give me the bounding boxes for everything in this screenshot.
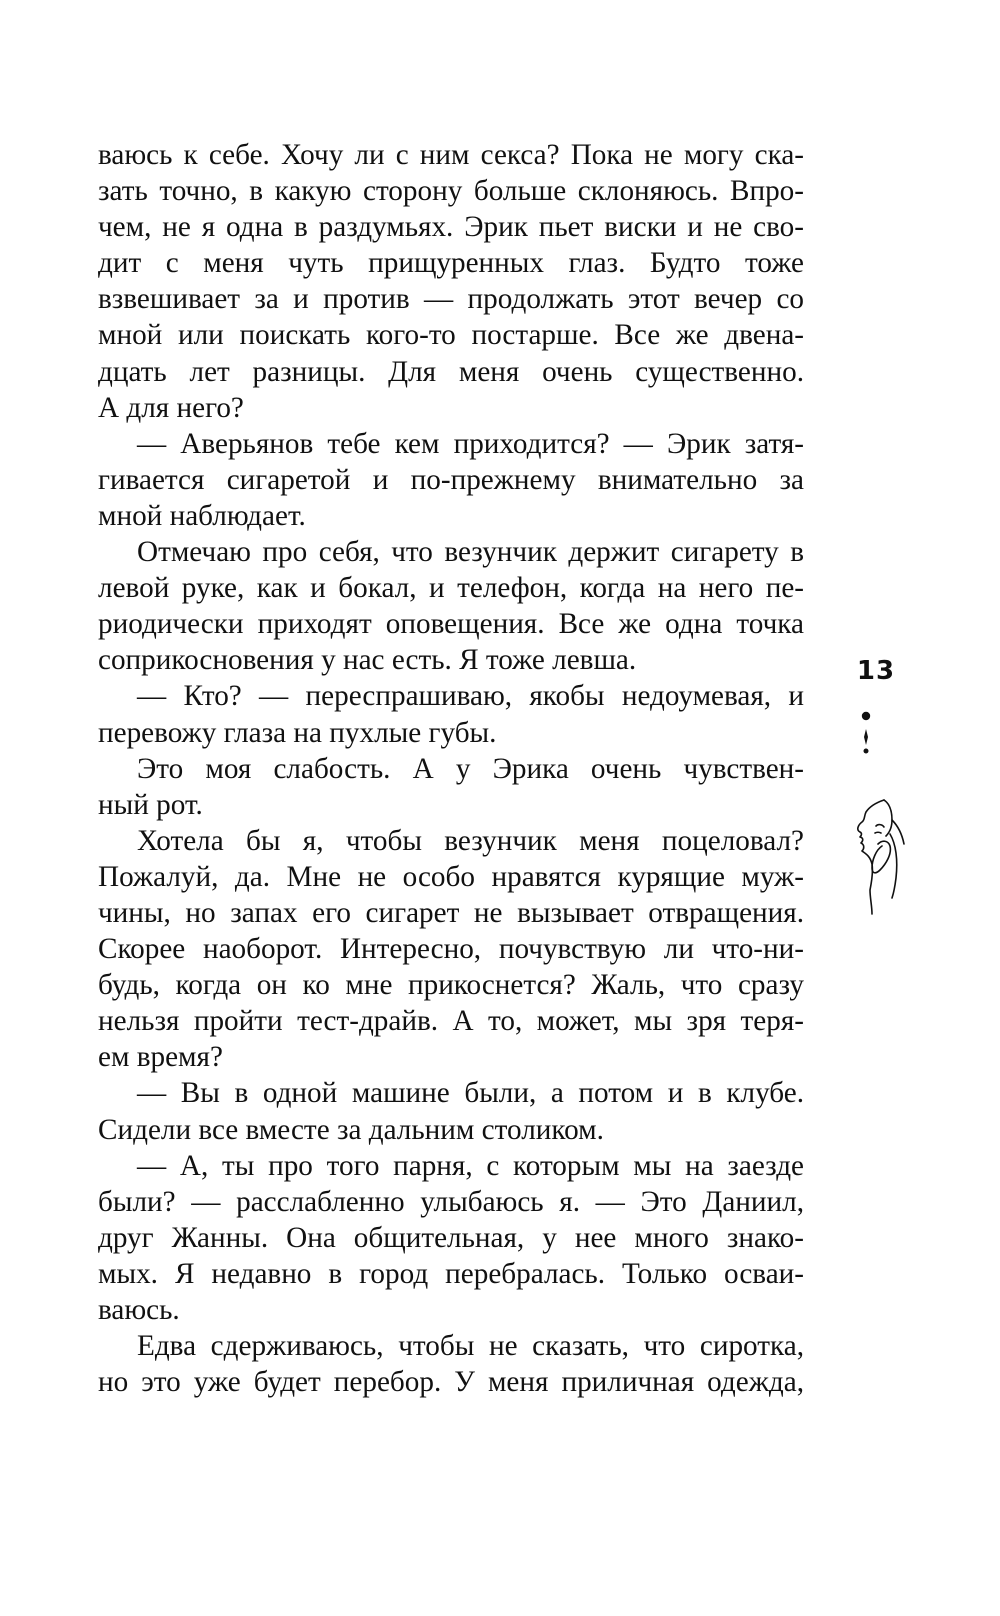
text-line: чем, не я одна в раздумьях. Эрик пьет виски и не сво- [98,211,804,244]
text-line: будь, когда он ко мне прикоснется? Жаль, что сразу [98,969,804,1002]
text-line: мной или поискать кого-то постарше. Все же двена- [98,319,804,352]
text-line: чины, но запах его сигарет не вызывает отвращения. [98,896,804,929]
page-ornament [826,708,916,938]
text-line: дит с меня чуть прищуренных глаз. Будто тоже [98,247,804,280]
body-text [98,137,804,1400]
page-number: 13 [856,656,896,686]
text-line: Отмечаю про себя, что везунчик держит сигарету в [137,536,804,569]
text-line: Сидели все вместе за дальним столиком. [98,1113,604,1146]
text-line: перевожу глаза на пухлые губы. [98,716,497,749]
text-line: были? — расслабленно улыбаюсь я. — Это Даниил, [98,1185,804,1218]
text-line: Скорее наоборот. Интересно, почувствую ли что-ни- [98,933,804,966]
text-line: взвешивает за и против — продолжать этот вечер со [98,283,804,316]
text-line: Едва сдерживаюсь, чтобы не сказать, что сиротка, [137,1330,804,1363]
text-line: А для него? [98,391,244,424]
text-line: друг Жанны. Она общительная, у нее много знако- [98,1221,804,1254]
text-line: нельзя пройти тест-драйв. А то, может, мы зря теря- [98,1005,804,1038]
text-line: — Кто? — переспрашиваю, якобы недоумевая, и [137,680,804,713]
text-line: — Аверьянов тебе кем приходится? — Эрик затя- [137,427,804,460]
text-line: Хотела бы я, чтобы везунчик меня поцеловал? [137,824,804,857]
face-profile-line-art-icon [858,800,904,914]
text-line: соприкосновения у нас есть. Я тоже левша. [98,644,637,677]
text-line: — Вы в одной машине были, а потом и в клубе. [137,1077,804,1110]
dot-sparkle-icon [862,712,870,754]
text-line: Пожалуй, да. Мне не особо нравятся курящие муж- [98,860,804,893]
text-line: левой руке, как и бокал, и телефон, когда на него пе- [98,572,804,605]
text-line: гивается сигаретой и по-прежнему внимательно за [98,463,804,496]
text-line: риодически приходят оповещения. Все же одна точка [98,608,804,641]
text-line: мых. Я недавно в город перебралась. Только осваи- [98,1257,804,1290]
text-line: ваюсь. [98,1294,180,1326]
text-line: Это моя слабость. А у Эрика очень чувствен- [137,752,804,785]
text-line: — А, ты про того парня, с которым мы на заезде [137,1149,804,1182]
text-line: зать точно, в какую сторону больше склоняюсь. Впро- [98,175,804,208]
text-line: ем время? [98,1041,223,1074]
text-line: но это уже будет перебор. У меня приличная одежда, [98,1366,804,1399]
text-line: дцать лет разницы. Для меня очень существенно. [98,355,804,388]
text-line: мной наблюдает. [98,499,306,532]
text-line: ный рот. [98,788,203,821]
text-line: ваюсь к себе. Хочу ли с ним секса? Пока не могу ска- [98,139,804,171]
